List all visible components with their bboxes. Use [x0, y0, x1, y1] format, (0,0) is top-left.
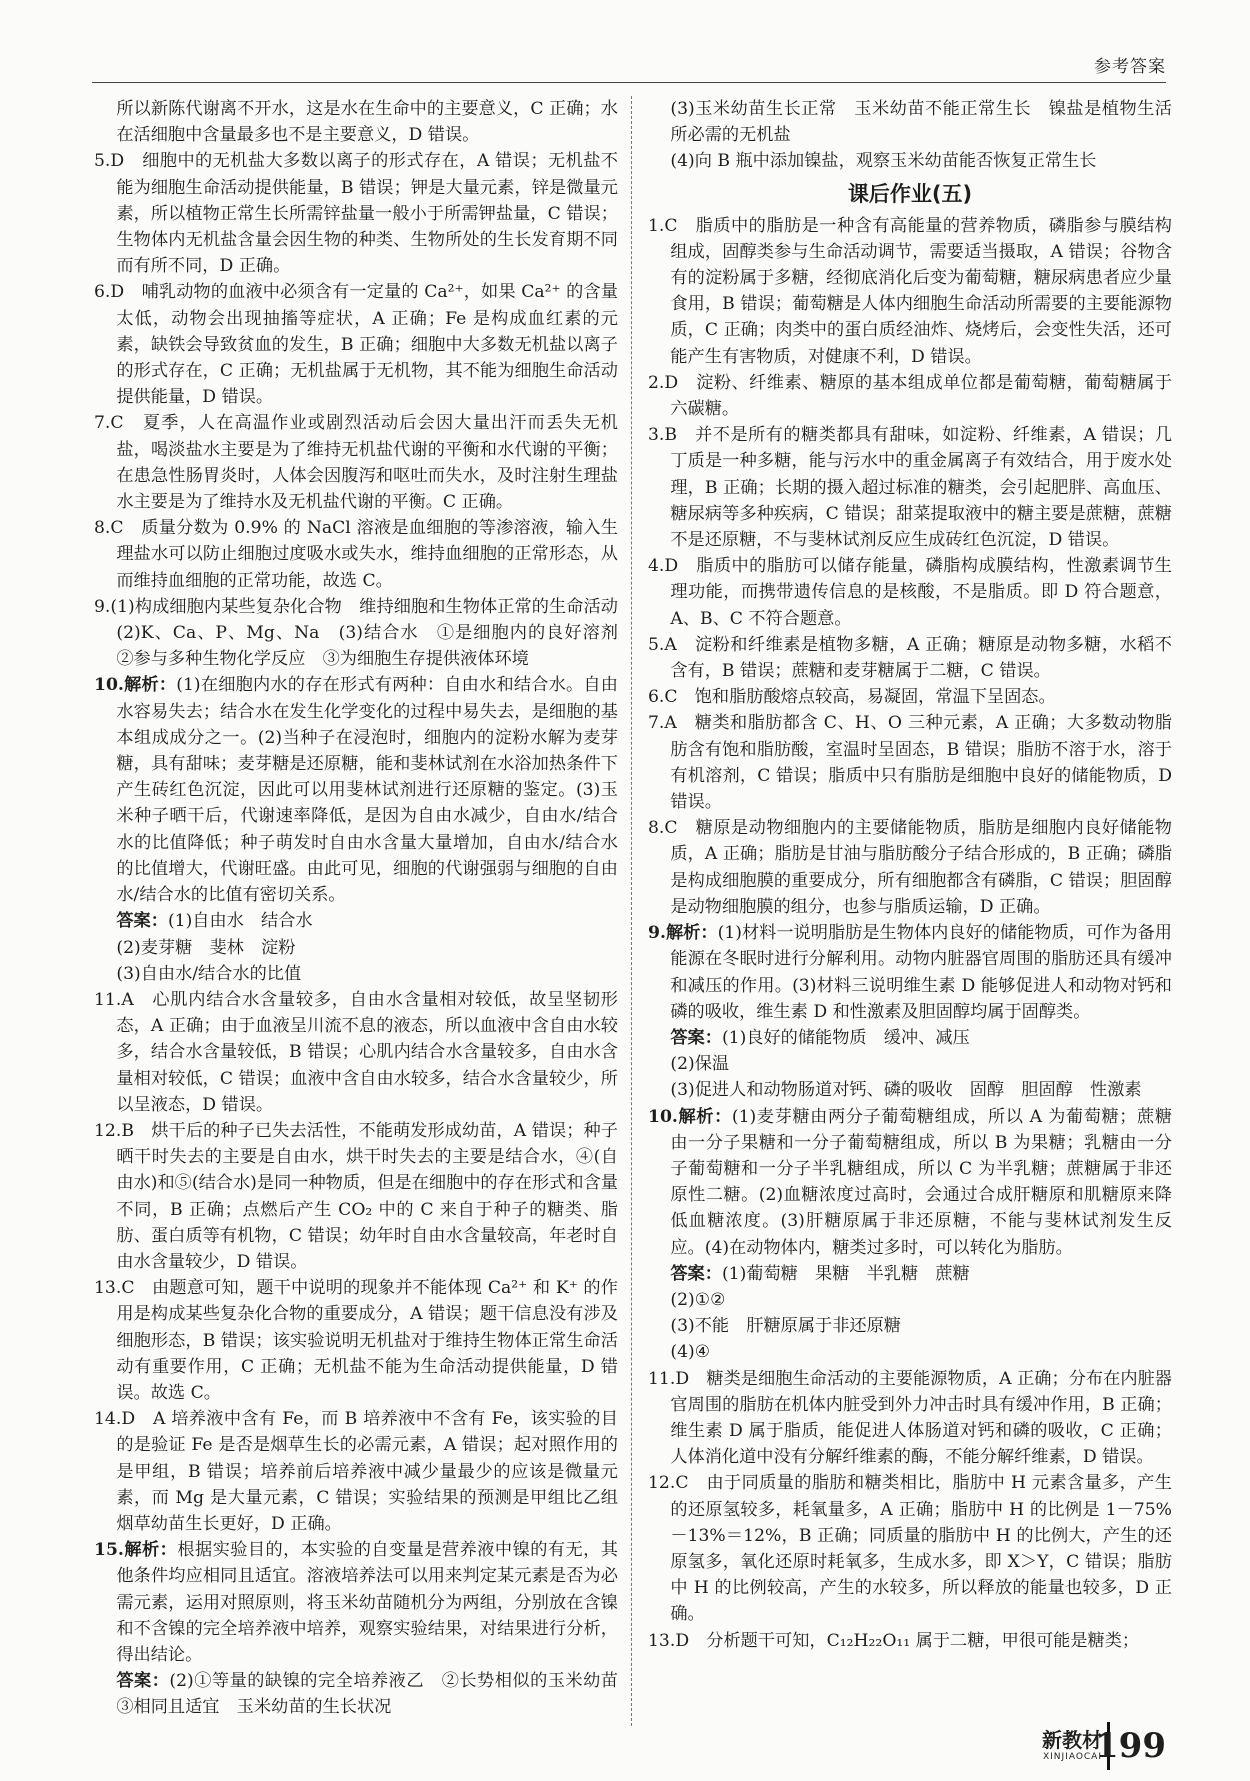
answer-text: 5.D 细胞中的无机盐大多数以离子的形式存在，A 错误；无机盐不能为细胞生命活动提供能量，B 错误；钾是大量元素，锌是微量元素，所以植物正常生长所需锌盐量一般小于所需钾盐量，C 错误；生物体内无机盐含量会因生物的种类、生物所处的生长发育期不同而有所不同，D 正确。: [94, 151, 618, 277]
answer-paragraph: [94, 594, 636, 673]
answer-text: (2)①②: [670, 1289, 726, 1310]
answer-text: (2)①等量的缺镍的完全培养液乙 ②长势相似的玉米幼苗 ③相同且适宜 玉米幼苗的生长状况: [116, 1671, 636, 1718]
answer-paragraph: [94, 1275, 618, 1406]
right-column: [648, 96, 1172, 1696]
answer-paragraph: [648, 1628, 1172, 1654]
answer-text: 6.D 哺乳动物的血液中必须含有一定量的 Ca²⁺，如果 Ca²⁺ 的含量太低，动物会出现抽搐等症状，A 正确；Fe 是构成血红素的元素，缺铁会导致贫血的发生，B 正确；细胞中大多数无机盐以离子的形式存在，C 正确；无机盐属于无机物，其不能为细胞生命活动提供能量，D 错误。: [94, 282, 618, 408]
answer-paragraph: [94, 908, 618, 934]
page-number: 199: [1095, 1726, 1166, 1766]
answer-text: 8.C 质量分数为 0.9% 的 NaCl 溶液是血细胞的等渗溶液，输入生理盐水可以防止细胞过度吸水或失水，维持血细胞的正常形态，从而维持血细胞的正常功能，故选 C。: [94, 518, 618, 591]
answer-text: (3)玉米幼苗生长正常 玉米幼苗不能正常生长 镍盐是植物生活所必需的无机盐: [670, 99, 1172, 146]
answer-text: 7.A 糖类和脂肪都含 C、H、O 三种元素，A 正确；大多数动物脂肪含有饱和脂肪酸，室温时呈固态，B 错误；脂肪不溶于水，溶于有机溶剂，C 错误；脂质中只有脂肪是细胞中良好的储能物质，D 错误。: [648, 713, 1172, 813]
answer-text: (4)④: [670, 1342, 711, 1363]
answer-label: 答案：: [116, 1671, 170, 1692]
answer-paragraph: [94, 961, 618, 987]
answer-paragraph: [648, 553, 1172, 632]
answer-text: (3)不能 肝糖原属于非还原糖: [670, 1316, 901, 1337]
answer-paragraph: [648, 1470, 1172, 1627]
answer-paragraph: [648, 1313, 1172, 1339]
answer-paragraph: [94, 279, 618, 410]
header-rule: [92, 82, 1166, 83]
answer-text: (1)葡萄糖 果糖 半乳糖 蔗糖: [721, 1263, 970, 1284]
answer-paragraph: [648, 422, 1172, 553]
answer-paragraph: [648, 684, 1172, 710]
answer-paragraph: [648, 632, 1172, 684]
answer-paragraph: [648, 1287, 1172, 1313]
answer-paragraph: [94, 935, 618, 961]
answer-text: 所以新陈代谢离不开水，这是水在生命中的主要意义，C 正确；水在活细胞中含量最多也不是主要意义，D 错误。: [116, 99, 618, 146]
answer-label: 15.解析：: [94, 1540, 178, 1561]
answer-label: 10.解析：: [94, 675, 177, 696]
answer-text: (3)自由水/结合水的比值: [116, 963, 302, 984]
answer-paragraph: [648, 920, 1172, 1025]
answer-text: (2)麦芽糖 斐林 淀粉: [116, 937, 296, 958]
answer-paragraph: [94, 515, 618, 594]
answer-paragraph: [648, 148, 1172, 174]
answer-text: (1)自由水 结合水: [167, 911, 313, 932]
answer-paragraph: [94, 410, 618, 515]
answer-label: 10.解析：: [648, 1106, 732, 1127]
answer-text: 1.C 脂质中的脂肪是一种含有高能量的营养物质，磷脂参与膜结构组成，固醇类参与生命活动调节，需要适当摄取，A 错误；谷物含有的淀粉属于多糖，经彻底消化后变为葡萄糖，糖尿病患者应少量食用，B 错误；葡萄糖是人体内细胞生命活动所需要的主要能源物质，C 正确；肉类中的蛋白质经油炸、烧烤后，会变性失活，还可能产生有害物质，对健康不利，D 错误。: [648, 215, 1172, 367]
answer-paragraph: [648, 370, 1172, 422]
answer-text: 2.D 淀粉、纤维素、糖原的基本组成单位都是葡萄糖，葡萄糖属于六碳糖。: [648, 372, 1172, 420]
answer-paragraph: [648, 1339, 1172, 1365]
page-footer: [966, 1722, 1166, 1772]
column-divider: [631, 96, 633, 1726]
answer-text: 7.C 夏季，人在高温作业或剧烈活动后会因大量出汗而丢失无机盐，喝淡盐水主要是为了维持无机盐代谢的平衡和水代谢的平衡；在患急性肠胃炎时，人体会因腹泻和呕吐而失水，及时注射生理盐水主要是为了维持水及无机盐代谢的平衡。C 正确。: [94, 413, 618, 513]
answer-paragraph: [94, 672, 618, 908]
answer-label: 9.解析：: [648, 923, 718, 944]
answer-text: 12.B 烘干后的种子已失去活性，不能萌发形成幼苗，A 错误；种子晒干时失去的主要是自由水，烘干时失去的主要是结合水，④(自由水)和⑤(结合水)是同一种物质，但是在细胞中的存在形式和含量不同，B 正确；点燃后产生 CO₂ 中的 C 来自于种子的糖类、脂肪、蛋白质等有机物，C 错误；幼年时自由水含量较高，年老时自由水含量较少，D 错误。: [94, 1120, 618, 1272]
answer-text: (1)麦芽糖由两分子葡萄糖组成，所以 A 为葡萄糖；蔗糖由一分子果糖和一分子葡萄糖组成，所以 B 为果糖；乳糖由一分子葡萄糖和一分子半乳糖组成，所以 C 为半乳糖；蔗糖属于非还原性二糖。(2)血糖浓度过高时，会通过合成肝糖原和肌糖原来降低血糖浓度。(3)肝糖原属于非还原糖，不能与斐林试剂发生反应。(4)在动物体内，糖类过多时，可以转化为脂肪。: [670, 1106, 1173, 1258]
answer-text: (2)保温: [670, 1054, 730, 1075]
answer-text: 6.C 饱和脂肪酸熔点较高，易凝固，常温下呈固态。: [648, 687, 1056, 708]
answer-label: 答案：: [116, 911, 168, 932]
answer-text: (1)材料一说明脂肪是生物体内良好的储能物质，可作为备用能源在冬眠时进行分解利用。动物内脏器官周围的脂肪还具有缓冲和减压的作用。(3)材料三说明维生素 D 能够促进人和动物对钙和磷的吸收，维生素 D 和性激素及胆固醇均属于固醇类。: [670, 923, 1172, 1022]
answer-paragraph: [648, 213, 1172, 370]
answer-text: 13.C 由题意可知，题干中说明的现象并不能体现 Ca²⁺ 和 K⁺ 的作用是构成某些复杂化合物的重要成分，A 错误；题干信息没有涉及细胞形态，B 错误；该实验说明无机盐对于维持生物体正常生命活动有重要作用，C 正确；无机盐不能为生命活动提供能量，D 错误。故选 C。: [94, 1278, 618, 1403]
section-title: 课后作业(五): [847, 181, 973, 206]
answer-text: 4.D 脂质中的脂肪可以储存能量，磷脂构成膜结构，性激素调节生理功能，而携带遗传信息的是核酸，不是脂质。即 D 符合题意，A、B、C 不符合题意。: [648, 556, 1172, 629]
answer-paragraph: [648, 815, 1172, 920]
answer-text: 8.C 糖原是动物细胞内的主要储能物质，脂肪是细胞内良好储能物质，A 正确；脂肪是甘油与脂肪酸分子结合形成的，B 正确；磷脂是构成细胞膜的重要成分，所有细胞都含有磷脂，C 错误；胆固醇是动物细胞膜的组分，也参与脂质运输，D 正确。: [648, 818, 1172, 917]
answer-paragraph: [648, 1077, 1172, 1103]
answer-text: 根据实验目的，本实验的自变量是营养液中镍的有无，其他条件均应相同且适宜。溶液培养法可以用来判定某元素是否为必需元素，运用对照原则，将玉米幼苗随机分为两组，分别放在含镍和不含镍的完全培养液中培养，观察实验结果，对结果进行分析，得出结论。: [116, 1540, 618, 1665]
answer-paragraph: [648, 1366, 1172, 1471]
answer-text: 12.C 由于同质量的脂肪和糖类相比，脂肪中 H 元素含量多，产生的还原氢较多，耗氧量多，A 正确；脂肪中 H 的比例是 1－75%－13%＝12%，B 正确；同质量的脂肪中 H 的比例大，产生的还原氢多，氧化还原时耗氧多，生成水多，即 X＞Y，C 错误；脂肪中 H 的比例较高，产生的水较多，所以释放的能量也较多，D 正确。: [648, 1473, 1172, 1625]
answer-text: (3)促进人和动物肠道对钙、磷的吸收 固醇 胆固醇 性激素: [670, 1080, 1142, 1101]
answer-text: 5.A 淀粉和纤维素是植物多糖，A 正确；糖原是动物多糖，水稻不含有，B 错误；蔗糖和麦芽糖属于二糖，C 错误。: [648, 634, 1172, 682]
answer-text: (4)向 B 瓶中添加镍盐，观察玉米幼苗能否恢复正常生长: [670, 151, 1097, 172]
answer-paragraph: [94, 987, 618, 1118]
answer-text: 14.D A 培养液中含有 Fe，而 B 培养液中不含有 Fe，该实验的目的是验证 Fe 是否是烟草生长的必需元素，A 错误；起对照作用的是甲组，B 错误；培养前后培养液中减少量最少的应该是微量元素，而 Mg 是大量元素，C 错误；实验结果的预测是甲组比乙组烟草幼苗生长更好，D 正确。: [94, 1409, 618, 1534]
answer-text: 9.(1)构成细胞内某些复杂化合物 维持细胞和生物体正常的生命活动 (2)K、Ca、P、Mg、Na (3)结合水 ①是细胞内的良好溶剂 ②参与多种生物化学反应 ③为细胞生存提供液体环境: [94, 596, 636, 670]
footer-brand-pinyin: XINJIAOCAI: [1042, 1752, 1102, 1762]
answer-paragraph: [648, 1051, 1172, 1077]
right-column-continuation: [648, 96, 1172, 175]
answer-paragraph: [648, 710, 1172, 815]
answer-paragraph: [94, 148, 618, 279]
answer-text: (1)良好的储能物质 缓冲、减压: [721, 1027, 970, 1048]
answer-text: 11.A 心肌内结合水含量较多，自由水含量相对较低，故呈坚韧形态，A 正确；由于血液呈川流不息的液态，所以血液中含自由水较多，结合水含量较低，B 错误；心肌内结合水含量较多，自由水含量相对较低，C 错误；血液中含自由水较多，结合水含量较少，所以呈液态，D 错误。: [94, 989, 618, 1115]
answer-paragraph: [648, 1025, 1172, 1051]
left-column: [94, 96, 636, 1718]
answer-paragraph: [94, 1668, 636, 1720]
answer-paragraph: [648, 1261, 1172, 1287]
answer-paragraph: [648, 1104, 1172, 1261]
answer-paragraph: [94, 1118, 618, 1275]
answer-text: 13.D 分析题干可知，C₁₂H₂₂O₁₁ 属于二糖，甲很可能是糖类；: [648, 1630, 1140, 1651]
answer-text: 3.B 并不是所有的糖类都具有甜味，如淀粉、纤维素，A 错误；几丁质是一种多糖，能与污水中的重金属离子有效结合，用于废水处理，B 正确；长期的摄入超过标准的糖类，会引起肥胖、高血压、糖尿病等多种疾病，C 错误；甜菜提取液中的糖主要是蔗糖，蔗糖不是还原糖，不与斐林试剂反应生成砖红色沉淀，D 错误。: [648, 425, 1172, 551]
answer-label: 答案：: [670, 1027, 722, 1048]
answer-text: (1)在细胞内水的存在形式有两种：自由水和结合水。自由水容易失去；结合水在发生化学变化的过程中易失去，是细胞的基本组成成分之一。(2)当种子在浸泡时，细胞内的淀粉水解为麦芽糖，具有甜味；麦芽糖是还原糖，能和斐林试剂在水浴加热条件下产生砖红色沉淀，因此可以用斐林试剂进行还原糖的鉴定。(3)玉米种子晒干后，代谢速率降低，是因为自由水减少，自由水/结合水的比值降低；种子萌发时自由水含量大量增加，自由水/结合水的比值增大，代谢旺盛。由此可见，细胞的代谢强弱与细胞的自由水/结合水的比值有密切关系。: [116, 675, 618, 906]
answer-paragraph: [94, 1537, 618, 1668]
answer-text: 11.D 糖类是细胞生命活动的主要能源物质，A 正确；分布在内脏器官周围的脂肪在机体内脏受到外力冲击时具有缓冲作用，B 正确；维生素 D 属于脂质，能促进人体肠道对钙和磷的吸收，C 正确；人体消化道中没有分解纤维素的酶，不能分解纤维素，D 错误。: [648, 1368, 1172, 1468]
answer-paragraph: [94, 1406, 618, 1537]
answer-paragraph: [94, 96, 618, 148]
right-column-answers: [648, 213, 1172, 1654]
answer-label: 答案：: [670, 1263, 722, 1284]
answer-paragraph: [648, 96, 1172, 148]
header-title: 参考答案: [1094, 57, 1166, 77]
page-header: [0, 0, 1250, 82]
footer-brand: 新教材: [1042, 1728, 1102, 1752]
